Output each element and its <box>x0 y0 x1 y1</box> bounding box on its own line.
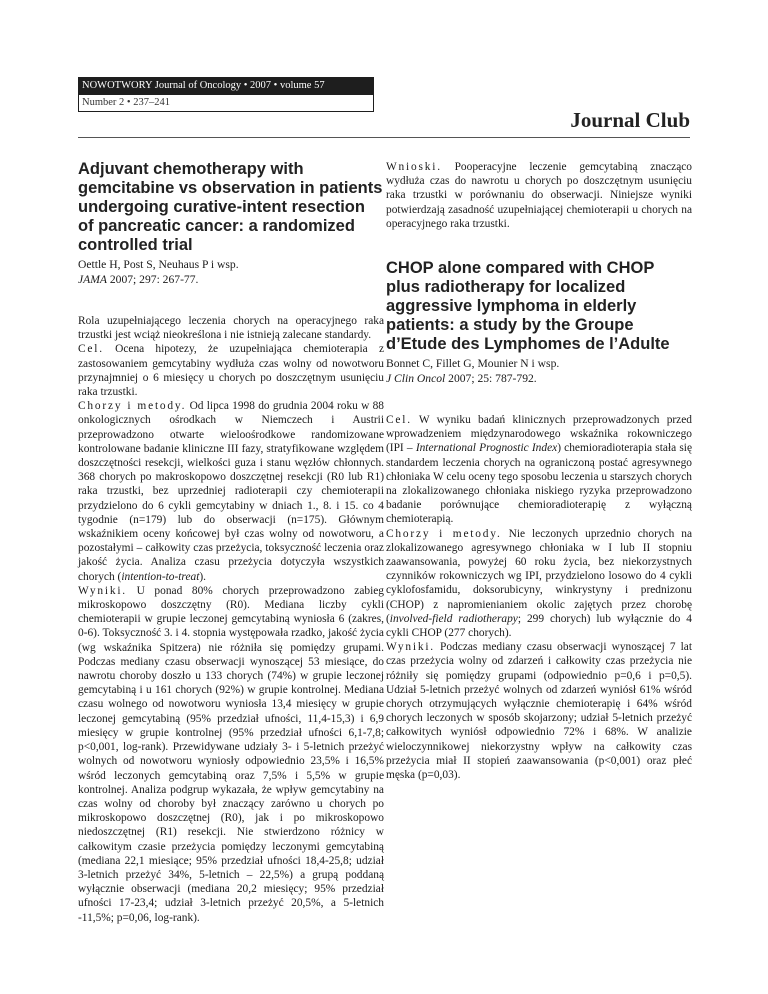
article-1-title: Adjuvant chemotherapy with gemcitabine vs observation in patients undergoing curative-intent resection of pancreatic cancer: a randomized controlled trial <box>78 160 383 254</box>
article-2-authors: Bonnet C, Fillet G, Mounier N i wsp. <box>386 357 560 371</box>
section-title: Journal Club <box>570 108 690 132</box>
article-1-metody: Chorzy i metody. Od lipca 1998 do grudnia 2004 roku w 88 onkologicznych ośrodkach w Niemczech i Austrii przeprowadzono otwarte wieloośrodkowe randomizowane kontrolowane badanie kliniczne III fazy, stratyfikowane względem doszczętności resekcji, wielkości guza i stanu węzłów chłonnych. 368 chorych po makroskopowo doszczętnej resekcji (R0 lub R1) raka trzustki, bez uprzedniej radioterapii czy chemioterapii przydzielono do 6 cykli gemcytabiny w dniach 1., 8. i 15. co 4 tygodnie (n=179) lub do obserwacji (n=175). Głównym wskaźnikiem oceny końcowej był czas wolny od nowotworu, a pozostałymi – całkowity czas przeżycia, toksyczność leczenia oraz jakość życia. Analiza czasu przeżycia dotyczyła wszystkich chorych (intention-to-treat). <box>78 400 385 583</box>
article-1-intro: Rola uzupełniającego leczenia chorych na operacyjnego raka trzustki jest wciąż nieokreślona i nie istnieją zalecane standardy. <box>78 315 384 342</box>
article-2-title: CHOP alone compared with CHOP plus radiotherapy for localized aggressive lymphoma in elderly patients: a study by the Groupe d’Etude des Lymphomes de l’Adulte <box>386 259 670 354</box>
article-1-wyniki-label: Wyniki. <box>78 584 127 597</box>
article-2-citation <box>386 371 692 386</box>
header-rule <box>78 137 690 138</box>
article-1-citation-rest: 2007; 297: 267-77. <box>106 273 199 286</box>
article-1-cel-label: Cel. <box>78 343 104 356</box>
article-2-metody: Chorzy i metody. Nie leczonych uprzednio chorych na zlokalizowanego agresywnego chłoniaka w I lub II stopniu zaawansowania, powyżej 60 roku życia, bez niekorzystnych czynników rokowniczych wg IPI, przydzielono losowo do 4 cykli cyklofosfamidu, doksorubicyny, winkrystyny i prednizonu (CHOP) z napromienianiem okolic zajętych przez chorobę (involved-field radiotherapy; 299 chorych) lub wyłącznie do 4 cykli CHOP (277 chorych). <box>386 527 692 640</box>
right-column <box>386 160 692 782</box>
article-2-journal: J Clin Oncol <box>386 372 446 386</box>
article-2-cel: Cel. W wyniku badań klinicznych przeprowadzonych przed wprowadzeniem międzynarodowego wskaźnika rokowniczego (IPI – International Prognostic Index) chemioradioterapia stała się standardem leczenia chorych na ograniczoną postać agresywnego chłoniaka W celu oceny tego sposobu leczenia u starszych chorych na zlokalizowanego chłoniaka niskiego ryzyka przeprowadzono badanie porównujące chemioradioterapię z wyłączną chemioterapią. <box>386 414 693 526</box>
article-1-metody-label: Chorzy i metody. <box>78 400 187 413</box>
article-1-wnioski: Wnioski. Pooperacyjne leczenie gemcytabiną znacząco wydłuża czas do nawrotu u chorych po doszczętnym usunięciu raka trzustki w porównaniu do obserwacji. Niniejsze wyniki potwierdzają zasadność uzupełniającej chemioterapii u chorych na operacyjnego raka trzustki. <box>386 161 692 230</box>
left-column <box>78 160 384 925</box>
journal-name-bar: NOWOTWORY Journal of Oncology • 2007 • volume 57 <box>78 77 374 95</box>
article-2-metody-label: Chorzy i metody. <box>386 527 502 540</box>
article-1-wyniki: Wyniki. U ponad 80% chorych przeprowadzono zabieg mikroskopowo doszczętny (R0). Mediana liczby cykli chemioterapii w grupie leczonej gemcytabiną wyniosła 6 (zakres, 0-6). Toksyczność 3. i 4. stopnia występowała rzadko, jakość życia (wg wskaźnika Spitzera) nie różniła się pomiędzy grupami. Podczas mediany czasu obserwacji wynoszącej 53 miesiące, do nawrotu choroby doszło u 133 chorych (74%) w grupie leczonej gemcytabiną i u 161 chorych (92%) w grupie kontrolnej. Mediana czasu wolnego od nowotworu wyniosła 13,4 miesięcy w grupie leczonej gemcytabiną (95% przedział ufności, 11,4-15,3) i 6,9 miesięcy w grupie kontrolnej (95% przedział ufności 6,1-7,8; p<0,001, log-rank). Przewidywane udziały 3- i 5-letnich przeżyć wolnych od nowotworu wyniosły odpowiednio 23,5% i 16,5% wśród leczonych gemcytabiną oraz 7,5% i 5,5% w grupie kontrolnej. Analiza podgrup wykazała, że wpływ gemcytabiny na czas wolny od choroby był znaczący zarówno u chorych po mikroskopowo doszczętnej (R0), jak i po mikroskopowo niedoszczętnej (R1) resekcji. Nie stwierdzono różnicy w całkowitym czasie przeżycia pomiędzy leczonymi gemcytabiną (mediana 22,1 miesiące; 95% przedział ufności 18,4-25,8; udział 3-letnich przeżyć 34%, 5-letnich – 22,5%) a grupą poddaną wyłącznie obserwacji (mediana 20,2 miesięcy; 95% przedział ufności 17-23,4; udział 3-letnich przeżyć 20,5%, a 5-letnich -11,5%; p=0,06, log-rank). <box>78 584 384 924</box>
article-2-wyniki-label: Wyniki. <box>386 641 435 654</box>
article-1-wnioski-label: Wnioski. <box>386 161 442 173</box>
article-1-journal: JAMA <box>78 273 107 286</box>
article-1-authors: Oettle H, Post S, Neuhaus P i wsp. <box>78 258 239 271</box>
article-2-wyniki: Wyniki. Podczas mediany czasu obserwacji wynoszącej 7 lat czas przeżycia wolny od zdarzeń i całkowity czas przeżycia nie różniły się pomiędzy grupami (odpowiednio p=0,6 i p=0,5). Udział 5-letnich przeżyć wolnych od zdarzeń wyniósł 61% wśród chorych otrzymujących wyłącznie chemioterapię i 64% wśród chorych leczonych w sposób skojarzony; udział 5-letnich przeżyć całkowitych wyniósł odpowiednio 72% i 68%. W analizie wieloczynnikowej niekorzystny wpływ na całkowity czas przeżycia miał II stopień zaawansowania (p<0,001) oraz płeć męska (p=0,03). <box>386 641 692 782</box>
issue-number: Number 2 • 237–241 <box>82 97 170 108</box>
article-1-citation <box>78 272 384 287</box>
article-1-cel: Cel. Ocena hipotezy, że uzupełniająca chemioterapia z zastosowaniem gemcytabiny wydłuża czas wolny od nowotworu przynajmniej o 6 miesięcy u chorych po doszczętnym usunięciu raka trzustki. <box>78 343 384 399</box>
article-2-cel-label: Cel. <box>386 414 412 427</box>
article-2-citation-rest: 2007; 25: 787-792. <box>445 372 537 386</box>
